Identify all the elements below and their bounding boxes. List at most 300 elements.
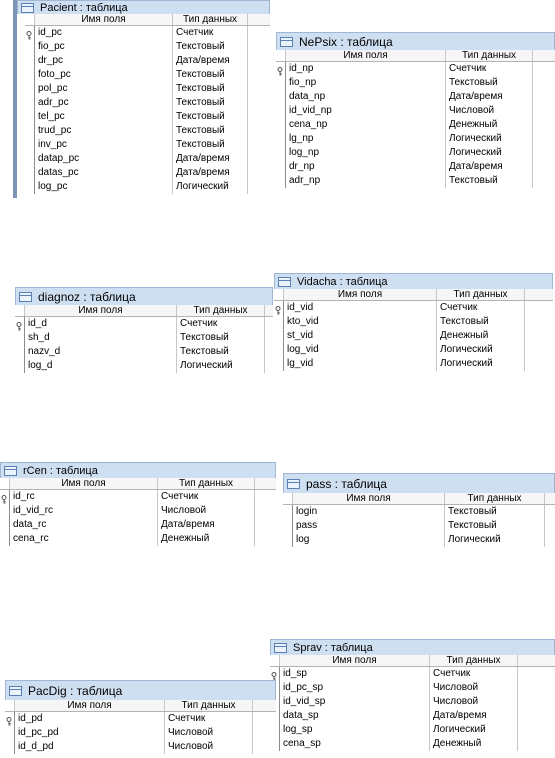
row-selector[interactable] bbox=[274, 329, 283, 343]
field-name[interactable]: id_vid_sp bbox=[279, 695, 429, 709]
row-selector[interactable] bbox=[15, 331, 24, 345]
row-selector-header bbox=[0, 478, 9, 489]
field-name[interactable]: id_d bbox=[24, 317, 176, 331]
field-name[interactable]: id_pc bbox=[34, 26, 172, 40]
field-row[interactable] bbox=[283, 519, 555, 533]
table-icon bbox=[19, 292, 32, 302]
field-data-type[interactable]: Денежный bbox=[445, 118, 532, 132]
field-description[interactable] bbox=[544, 533, 555, 547]
field-name[interactable]: nazv_d bbox=[24, 345, 176, 359]
row-selector[interactable] bbox=[276, 174, 285, 188]
row-selector[interactable] bbox=[25, 82, 34, 96]
primary-key-icon bbox=[16, 318, 22, 327]
field-row[interactable] bbox=[25, 166, 270, 180]
field-description[interactable] bbox=[524, 329, 553, 343]
field-name[interactable]: data_np bbox=[285, 90, 445, 104]
field-row[interactable] bbox=[25, 26, 270, 40]
field-row[interactable] bbox=[25, 152, 270, 166]
field-row[interactable] bbox=[15, 331, 273, 345]
field-name[interactable]: data_sp bbox=[279, 709, 429, 723]
table-title: Sprav : таблица bbox=[293, 641, 373, 654]
column-header-data-type[interactable]: Тип данных bbox=[172, 14, 247, 25]
field-name[interactable]: st_vid bbox=[283, 329, 436, 343]
field-row[interactable] bbox=[274, 343, 553, 357]
field-row[interactable] bbox=[0, 532, 276, 546]
primary-key-icon bbox=[1, 491, 7, 500]
field-name[interactable]: log_np bbox=[285, 146, 445, 160]
field-description[interactable] bbox=[247, 82, 270, 96]
row-selector[interactable] bbox=[274, 301, 283, 315]
field-description[interactable] bbox=[532, 174, 555, 188]
table-title-bar[interactable] bbox=[0, 462, 276, 478]
field-description[interactable] bbox=[247, 96, 270, 110]
field-data-type[interactable]: Логический bbox=[176, 359, 264, 373]
table-title: diagnoz : таблица bbox=[38, 289, 136, 304]
row-selector-header bbox=[274, 289, 283, 300]
field-data-type[interactable]: Счетчик bbox=[436, 301, 524, 315]
field-description[interactable] bbox=[532, 132, 555, 146]
field-name[interactable]: lg_vid bbox=[283, 357, 436, 371]
field-row[interactable] bbox=[276, 132, 555, 146]
field-name[interactable]: data_rc bbox=[9, 518, 157, 532]
field-data-type[interactable]: Счетчик bbox=[176, 317, 264, 331]
field-description[interactable] bbox=[247, 166, 270, 180]
field-row[interactable] bbox=[15, 317, 273, 331]
row-selector[interactable] bbox=[276, 160, 285, 174]
field-data-type[interactable]: Дата/время bbox=[172, 54, 247, 68]
field-description[interactable] bbox=[264, 359, 273, 373]
field-data-type[interactable]: Дата/время bbox=[445, 160, 532, 174]
field-description[interactable] bbox=[524, 301, 553, 315]
column-header-data-type[interactable]: Тип данных bbox=[445, 50, 532, 61]
primary-key-icon bbox=[6, 713, 12, 722]
field-description[interactable] bbox=[254, 532, 276, 546]
field-name[interactable]: lg_np bbox=[285, 132, 445, 146]
column-header-field-name[interactable]: Имя поля bbox=[14, 700, 164, 711]
field-row[interactable] bbox=[270, 709, 555, 723]
field-row[interactable] bbox=[25, 180, 270, 194]
field-data-type[interactable]: Числовой bbox=[429, 695, 517, 709]
field-data-type[interactable]: Логический bbox=[436, 357, 524, 371]
column-header-row bbox=[276, 50, 555, 62]
row-selector-header bbox=[25, 14, 34, 25]
field-description[interactable] bbox=[517, 667, 555, 681]
field-data-type[interactable]: Текстовый bbox=[444, 505, 544, 519]
field-row[interactable] bbox=[270, 723, 555, 737]
field-name[interactable]: tel_pc bbox=[34, 110, 172, 124]
field-name[interactable]: log_pc bbox=[34, 180, 172, 194]
row-selector[interactable] bbox=[274, 343, 283, 357]
field-data-type[interactable]: Дата/время bbox=[429, 709, 517, 723]
column-header-description bbox=[264, 305, 273, 316]
field-row[interactable] bbox=[276, 62, 555, 76]
field-name[interactable]: fio_pc bbox=[34, 40, 172, 54]
field-description[interactable] bbox=[524, 343, 553, 357]
field-data-type[interactable]: Текстовый bbox=[172, 124, 247, 138]
column-header-description bbox=[524, 289, 553, 300]
field-description[interactable] bbox=[247, 40, 270, 54]
field-name[interactable]: dr_np bbox=[285, 160, 445, 174]
field-data-type[interactable]: Дата/время bbox=[172, 166, 247, 180]
column-header-row bbox=[283, 493, 555, 505]
table-icon bbox=[21, 3, 34, 13]
field-description[interactable] bbox=[517, 681, 555, 695]
field-description[interactable] bbox=[254, 518, 276, 532]
column-header-row bbox=[15, 305, 273, 317]
field-description[interactable] bbox=[252, 740, 276, 754]
field-data-type[interactable]: Текстовый bbox=[444, 519, 544, 533]
field-description[interactable] bbox=[532, 76, 555, 90]
row-selector[interactable] bbox=[274, 315, 283, 329]
field-data-type[interactable]: Логический bbox=[444, 533, 544, 547]
table-title: Pacient : таблица bbox=[40, 1, 128, 14]
field-data-type[interactable]: Текстовый bbox=[176, 331, 264, 345]
row-selector[interactable] bbox=[276, 104, 285, 118]
table-window-vidacha[interactable] bbox=[274, 273, 553, 379]
row-selector[interactable] bbox=[15, 345, 24, 359]
table-title: pass : таблица bbox=[306, 476, 387, 491]
field-name[interactable]: id_pd bbox=[14, 712, 164, 726]
table-window-nepsix[interactable] bbox=[276, 32, 555, 192]
column-header-field-name[interactable]: Имя поля bbox=[9, 478, 157, 489]
field-data-type[interactable]: Логический bbox=[445, 132, 532, 146]
table-title-bar[interactable] bbox=[5, 680, 276, 700]
column-header-field-name[interactable]: Имя поля bbox=[279, 655, 429, 666]
row-selector-header bbox=[276, 50, 285, 61]
field-row[interactable] bbox=[25, 54, 270, 68]
table-window-rcen[interactable] bbox=[0, 462, 276, 557]
row-selector[interactable] bbox=[0, 532, 9, 546]
field-data-type[interactable]: Числовой bbox=[164, 726, 252, 740]
field-description[interactable] bbox=[247, 110, 270, 124]
row-selector[interactable] bbox=[276, 62, 285, 76]
table-title-bar[interactable] bbox=[15, 287, 273, 305]
table-title-bar[interactable] bbox=[283, 473, 555, 493]
field-data-type[interactable]: Логический bbox=[172, 180, 247, 194]
field-row[interactable] bbox=[270, 737, 555, 751]
field-data-type[interactable]: Текстовый bbox=[172, 138, 247, 152]
field-data-type[interactable]: Текстовый bbox=[436, 315, 524, 329]
row-selector[interactable] bbox=[274, 357, 283, 371]
row-selector[interactable] bbox=[15, 359, 24, 373]
field-data-type[interactable]: Текстовый bbox=[172, 110, 247, 124]
field-description[interactable] bbox=[247, 124, 270, 138]
row-selector[interactable] bbox=[0, 490, 9, 504]
field-data-type[interactable]: Текстовый bbox=[172, 96, 247, 110]
field-data-type[interactable]: Числовой bbox=[429, 681, 517, 695]
field-row[interactable] bbox=[0, 504, 276, 518]
field-data-type[interactable]: Дата/время bbox=[445, 90, 532, 104]
field-name[interactable]: id_rc bbox=[9, 490, 157, 504]
field-name[interactable]: sh_d bbox=[24, 331, 176, 345]
field-row[interactable] bbox=[5, 740, 276, 754]
field-row[interactable] bbox=[274, 315, 553, 329]
field-description[interactable] bbox=[264, 317, 273, 331]
field-row[interactable] bbox=[276, 104, 555, 118]
field-data-type[interactable]: Текстовый bbox=[176, 345, 264, 359]
field-description[interactable] bbox=[264, 331, 273, 345]
column-header-row bbox=[270, 655, 555, 667]
field-name[interactable]: id_sp bbox=[279, 667, 429, 681]
field-name[interactable]: adr_pc bbox=[34, 96, 172, 110]
field-description[interactable] bbox=[532, 104, 555, 118]
field-row[interactable] bbox=[276, 146, 555, 160]
table-window-diagnoz[interactable] bbox=[15, 287, 273, 380]
field-row[interactable] bbox=[276, 76, 555, 90]
row-selector[interactable] bbox=[25, 138, 34, 152]
row-selector[interactable] bbox=[25, 40, 34, 54]
table-window-pass[interactable] bbox=[283, 473, 555, 552]
field-description[interactable] bbox=[532, 118, 555, 132]
field-data-type[interactable]: Текстовый bbox=[445, 76, 532, 90]
field-name[interactable]: id_d_pd bbox=[14, 740, 164, 754]
field-data-type[interactable]: Денежный bbox=[157, 532, 254, 546]
column-header-description bbox=[532, 50, 555, 61]
column-header-field-name[interactable]: Имя поля bbox=[24, 305, 176, 316]
field-data-type[interactable]: Текстовый bbox=[172, 40, 247, 54]
column-header-description bbox=[544, 493, 555, 504]
row-selector[interactable] bbox=[276, 90, 285, 104]
table-title-bar[interactable] bbox=[17, 0, 270, 14]
field-name[interactable]: adr_np bbox=[285, 174, 445, 188]
row-selector[interactable] bbox=[25, 68, 34, 82]
row-selector-header bbox=[15, 305, 24, 316]
field-row[interactable] bbox=[283, 505, 555, 519]
field-row[interactable] bbox=[270, 667, 555, 681]
field-data-type[interactable]: Дата/время bbox=[157, 518, 254, 532]
field-name[interactable]: dr_pc bbox=[34, 54, 172, 68]
field-data-type[interactable]: Денежный bbox=[436, 329, 524, 343]
window-side-strip bbox=[13, 0, 17, 198]
field-description[interactable] bbox=[254, 490, 276, 504]
field-description[interactable] bbox=[544, 519, 555, 533]
field-row[interactable] bbox=[0, 518, 276, 532]
field-data-type[interactable]: Логический bbox=[445, 146, 532, 160]
column-header-field-name[interactable]: Имя поля bbox=[283, 289, 436, 300]
field-row[interactable] bbox=[276, 118, 555, 132]
table-icon bbox=[9, 686, 22, 696]
table-window-pacdig[interactable] bbox=[5, 680, 276, 758]
field-name[interactable]: inv_pc bbox=[34, 138, 172, 152]
field-data-type[interactable]: Счетчик bbox=[157, 490, 254, 504]
row-selector[interactable] bbox=[5, 712, 14, 726]
row-selector[interactable] bbox=[0, 518, 9, 532]
column-header-field-name[interactable]: Имя поля bbox=[292, 493, 444, 504]
primary-key-icon bbox=[271, 668, 277, 677]
row-selector[interactable] bbox=[283, 505, 292, 519]
field-row[interactable] bbox=[270, 695, 555, 709]
field-data-type[interactable]: Логический bbox=[436, 343, 524, 357]
field-name[interactable]: cena_np bbox=[285, 118, 445, 132]
field-name[interactable]: cena_sp bbox=[279, 737, 429, 751]
field-row[interactable] bbox=[15, 359, 273, 373]
row-selector[interactable] bbox=[276, 146, 285, 160]
row-selector[interactable] bbox=[276, 132, 285, 146]
column-header-row bbox=[0, 478, 276, 490]
column-header-row bbox=[25, 14, 270, 26]
field-description[interactable] bbox=[517, 695, 555, 709]
row-selector[interactable] bbox=[276, 76, 285, 90]
field-description[interactable] bbox=[247, 138, 270, 152]
field-data-type[interactable]: Числовой bbox=[157, 504, 254, 518]
field-name[interactable]: pass bbox=[292, 519, 444, 533]
field-row[interactable] bbox=[25, 110, 270, 124]
field-name[interactable]: log_d bbox=[24, 359, 176, 373]
field-description[interactable] bbox=[524, 315, 553, 329]
table-title-bar[interactable] bbox=[274, 273, 553, 289]
row-selector[interactable] bbox=[15, 317, 24, 331]
field-name[interactable]: kto_vid bbox=[283, 315, 436, 329]
row-selector[interactable] bbox=[5, 740, 14, 754]
field-name[interactable]: id_vid bbox=[283, 301, 436, 315]
row-selector[interactable] bbox=[25, 180, 34, 194]
field-description[interactable] bbox=[247, 152, 270, 166]
row-selector[interactable] bbox=[25, 152, 34, 166]
field-data-type[interactable]: Текстовый bbox=[172, 82, 247, 96]
field-data-type[interactable]: Денежный bbox=[429, 737, 517, 751]
row-selector[interactable] bbox=[25, 96, 34, 110]
field-name[interactable]: datas_pc bbox=[34, 166, 172, 180]
column-header-description bbox=[252, 700, 276, 711]
primary-key-icon bbox=[26, 27, 32, 36]
field-name[interactable]: foto_pc bbox=[34, 68, 172, 82]
field-row[interactable] bbox=[274, 329, 553, 343]
field-description[interactable] bbox=[264, 345, 273, 359]
column-header-description bbox=[517, 655, 555, 666]
field-name[interactable]: log_vid bbox=[283, 343, 436, 357]
field-row[interactable] bbox=[274, 301, 553, 315]
field-row[interactable] bbox=[270, 681, 555, 695]
field-row[interactable] bbox=[276, 90, 555, 104]
field-data-type[interactable]: Текстовый bbox=[445, 174, 532, 188]
row-selector[interactable] bbox=[25, 54, 34, 68]
field-data-type[interactable]: Числовой bbox=[445, 104, 532, 118]
row-selector[interactable] bbox=[25, 26, 34, 40]
field-row[interactable] bbox=[0, 490, 276, 504]
row-selector-header bbox=[283, 493, 292, 504]
field-name[interactable]: id_np bbox=[285, 62, 445, 76]
row-selector[interactable] bbox=[283, 519, 292, 533]
field-description[interactable] bbox=[532, 160, 555, 174]
row-selector[interactable] bbox=[25, 110, 34, 124]
field-description[interactable] bbox=[252, 712, 276, 726]
field-description[interactable] bbox=[532, 90, 555, 104]
field-row[interactable] bbox=[276, 160, 555, 174]
field-data-type[interactable]: Счетчик bbox=[164, 712, 252, 726]
field-description[interactable] bbox=[532, 146, 555, 160]
field-name[interactable]: id_vid_rc bbox=[9, 504, 157, 518]
table-title-bar[interactable] bbox=[270, 639, 555, 655]
row-selector[interactable] bbox=[0, 504, 9, 518]
field-row[interactable] bbox=[15, 345, 273, 359]
table-icon bbox=[278, 277, 291, 287]
row-selector[interactable] bbox=[270, 667, 279, 681]
table-title-bar[interactable] bbox=[276, 32, 555, 50]
field-row[interactable] bbox=[5, 726, 276, 740]
field-name[interactable]: login bbox=[292, 505, 444, 519]
column-header-row bbox=[5, 700, 276, 712]
field-description[interactable] bbox=[544, 505, 555, 519]
row-selector[interactable] bbox=[25, 124, 34, 138]
field-data-type[interactable]: Логический bbox=[429, 723, 517, 737]
field-description[interactable] bbox=[247, 26, 270, 40]
field-name[interactable]: log_sp bbox=[279, 723, 429, 737]
column-header-data-type[interactable]: Тип данных bbox=[176, 305, 264, 316]
column-header-data-type[interactable]: Тип данных bbox=[436, 289, 524, 300]
field-data-type[interactable]: Дата/время bbox=[172, 152, 247, 166]
table-icon bbox=[287, 479, 300, 489]
field-data-type[interactable]: Счетчик bbox=[445, 62, 532, 76]
field-row[interactable] bbox=[283, 533, 555, 547]
field-description[interactable] bbox=[517, 737, 555, 751]
column-header-data-type[interactable]: Тип данных bbox=[429, 655, 517, 666]
field-row[interactable] bbox=[25, 82, 270, 96]
column-header-row bbox=[274, 289, 553, 301]
table-title: NePsix : таблица bbox=[299, 34, 393, 49]
field-description[interactable] bbox=[517, 709, 555, 723]
column-header-data-type[interactable]: Тип данных bbox=[444, 493, 544, 504]
field-description[interactable] bbox=[247, 68, 270, 82]
field-row[interactable] bbox=[276, 174, 555, 188]
field-row[interactable] bbox=[25, 40, 270, 54]
column-header-description bbox=[254, 478, 276, 489]
field-description[interactable] bbox=[524, 357, 553, 371]
field-data-type[interactable]: Счетчик bbox=[172, 26, 247, 40]
field-row[interactable] bbox=[25, 124, 270, 138]
field-description[interactable] bbox=[247, 180, 270, 194]
field-description[interactable] bbox=[254, 504, 276, 518]
row-selector[interactable] bbox=[5, 726, 14, 740]
field-description[interactable] bbox=[252, 726, 276, 740]
field-description[interactable] bbox=[247, 54, 270, 68]
column-header-field-name[interactable]: Имя поля bbox=[285, 50, 445, 61]
field-name[interactable]: pol_pc bbox=[34, 82, 172, 96]
primary-key-icon bbox=[275, 302, 281, 311]
row-selector[interactable] bbox=[276, 118, 285, 132]
table-title: PacDig : таблица bbox=[28, 683, 123, 698]
field-name[interactable]: fio_np bbox=[285, 76, 445, 90]
field-data-type[interactable]: Счетчик bbox=[429, 667, 517, 681]
column-header-data-type[interactable]: Тип данных bbox=[157, 478, 254, 489]
row-selector[interactable] bbox=[25, 166, 34, 180]
field-row[interactable] bbox=[274, 357, 553, 371]
column-header-field-name[interactable]: Имя поля bbox=[34, 14, 172, 25]
field-data-type[interactable]: Числовой bbox=[164, 740, 252, 754]
field-description[interactable] bbox=[532, 62, 555, 76]
field-name[interactable]: log bbox=[292, 533, 444, 547]
table-icon bbox=[280, 37, 293, 47]
field-row[interactable] bbox=[25, 96, 270, 110]
field-name[interactable]: datap_pc bbox=[34, 152, 172, 166]
field-name[interactable]: id_pc_pd bbox=[14, 726, 164, 740]
field-row[interactable] bbox=[5, 712, 276, 726]
row-selector-header bbox=[270, 655, 279, 666]
table-window-pacient[interactable] bbox=[17, 0, 270, 198]
field-name[interactable]: id_vid_np bbox=[285, 104, 445, 118]
field-description[interactable] bbox=[517, 723, 555, 737]
field-data-type[interactable]: Текстовый bbox=[172, 68, 247, 82]
column-header-data-type[interactable]: Тип данных bbox=[164, 700, 252, 711]
column-header-description bbox=[247, 14, 270, 25]
field-name[interactable]: trud_pc bbox=[34, 124, 172, 138]
table-title: rCen : таблица bbox=[23, 464, 98, 477]
field-row[interactable] bbox=[25, 138, 270, 152]
field-name[interactable]: cena_rc bbox=[9, 532, 157, 546]
field-row[interactable] bbox=[25, 68, 270, 82]
row-selector[interactable] bbox=[283, 533, 292, 547]
field-name[interactable]: id_pc_sp bbox=[279, 681, 429, 695]
table-window-sprav[interactable] bbox=[270, 639, 555, 756]
